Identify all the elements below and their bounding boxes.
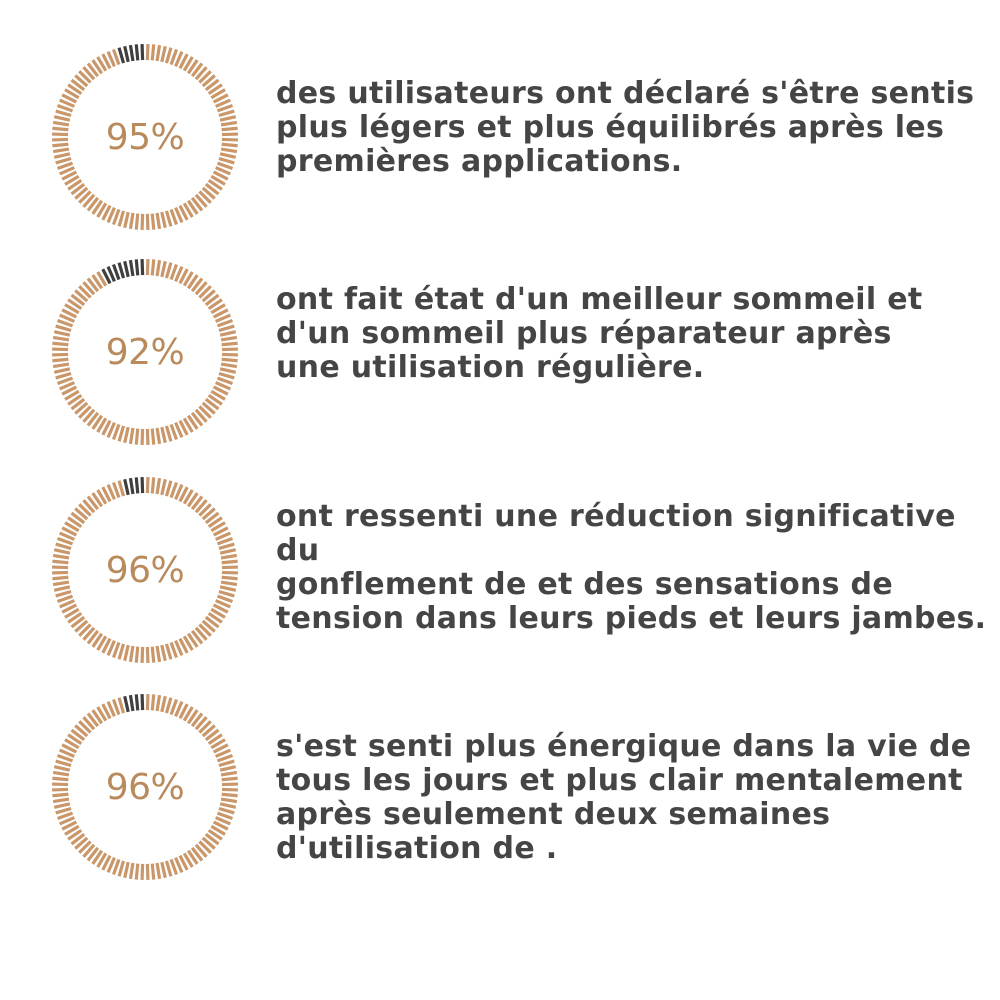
- stat-description: ont ressenti une réduction significative du gonflement de et des sensations de tension dans leurs pieds et leurs jambes.: [276, 499, 987, 636]
- percent-value: 92%: [105, 331, 185, 373]
- progress-ring: [50, 475, 240, 665]
- percent-value: 96%: [105, 766, 185, 808]
- stat-description: des utilisateurs ont déclaré s'être sentis plus légers et plus équilibrés après les premières applications.: [276, 76, 975, 179]
- percent-value: 95%: [105, 116, 185, 158]
- stat-description: ont fait état d'un meilleur sommeil et d'un sommeil plus réparateur après une utilisation régulière.: [276, 282, 923, 385]
- progress-ring: [50, 692, 240, 882]
- progress-ring: [50, 257, 240, 447]
- stat-description: s'est senti plus énergique dans la vie de tous les jours et plus clair mentalement après seulement deux semaines d'utilisation de .: [276, 729, 972, 866]
- percent-value: 96%: [105, 549, 185, 591]
- progress-ring: [50, 42, 240, 232]
